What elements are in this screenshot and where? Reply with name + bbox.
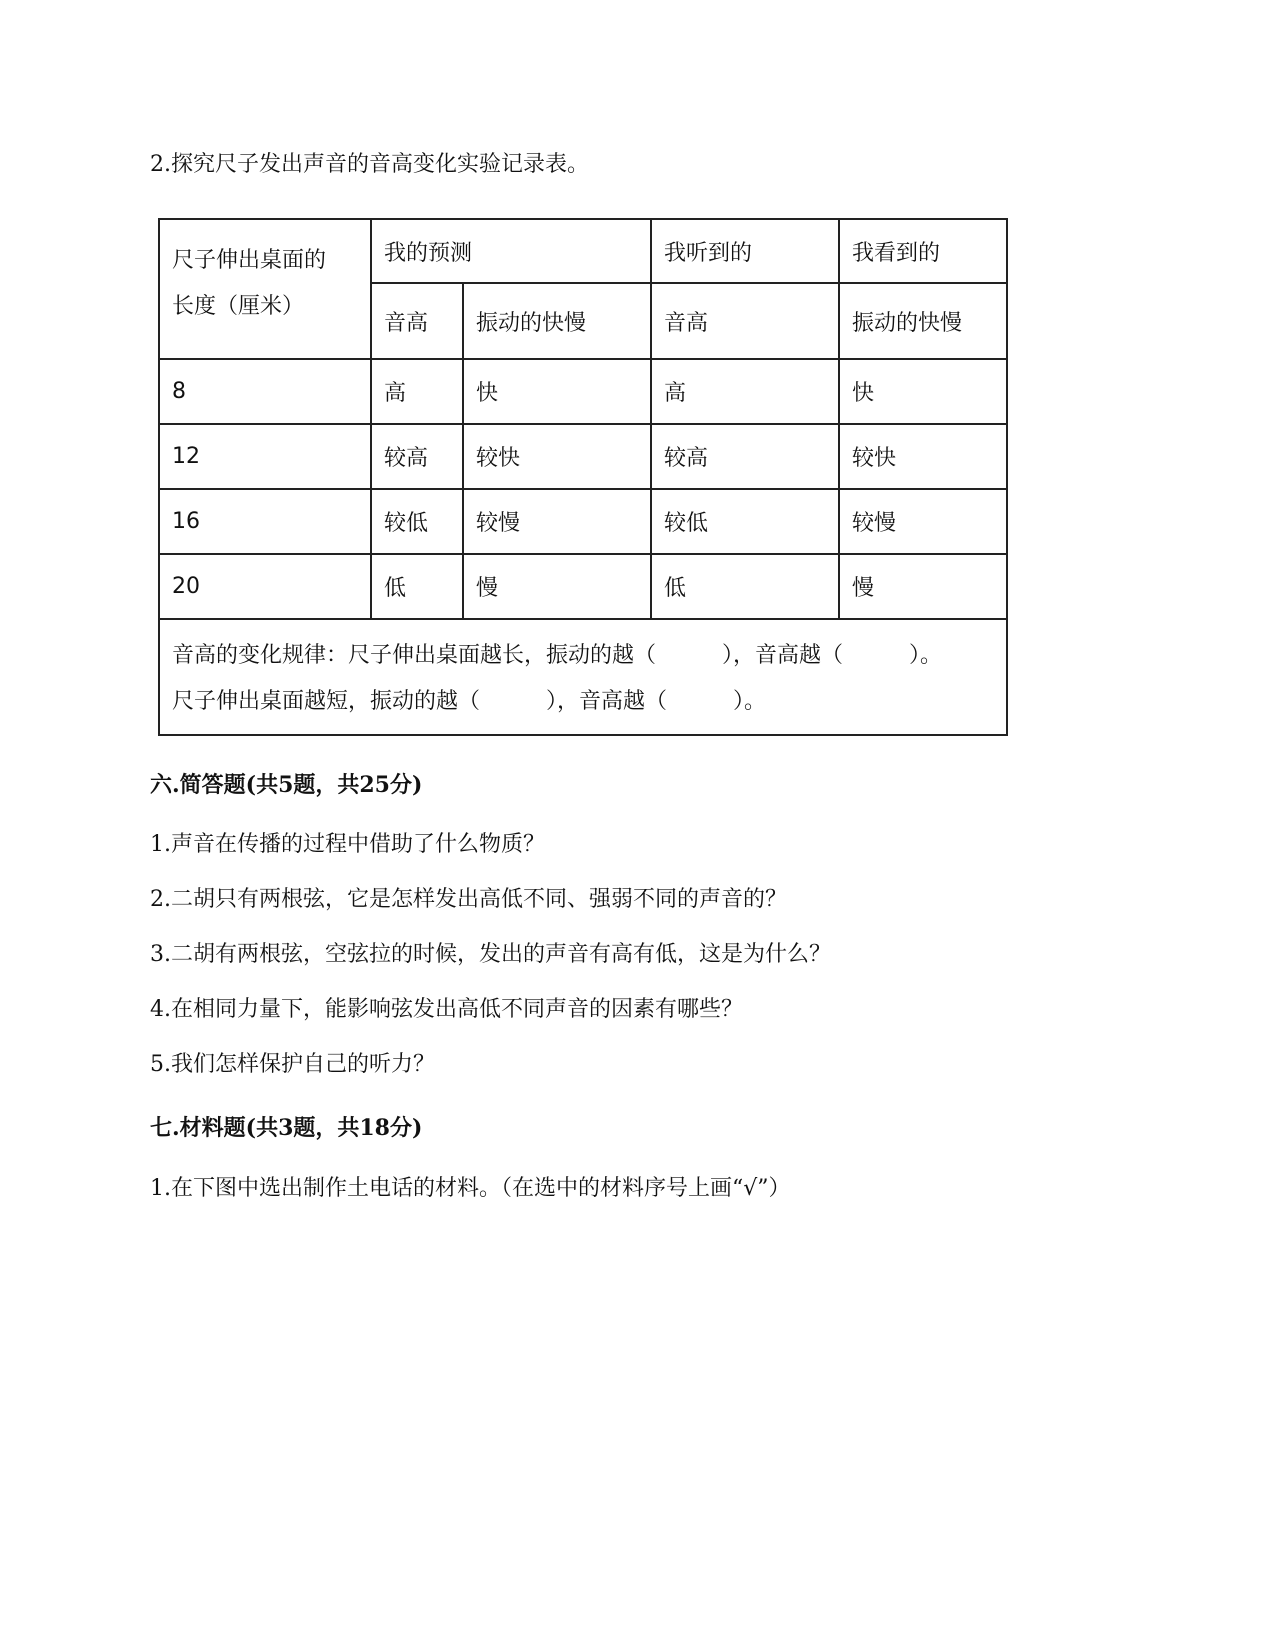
- table-cell: 较快: [463, 424, 651, 489]
- table-cell: 高: [651, 359, 839, 424]
- section-6-question: 2.二胡只有两根弦，它是怎样发出高低不同、强弱不同的声音的？: [150, 887, 787, 912]
- question-2-title: 2.探究尺子发出声音的音高变化实验记录表。: [150, 152, 589, 177]
- header-what-i-saw: 我看到的: [839, 219, 1007, 283]
- table-cell: 较慢: [839, 489, 1007, 554]
- table-header-row: [159, 219, 1007, 283]
- section-6-question: 3.二胡有两根弦，空弦拉的时候，发出的声音有高有低，这是为什么？: [150, 942, 831, 967]
- table-cell: 较低: [371, 489, 463, 554]
- table-cell: 20: [159, 554, 371, 619]
- ruler-length-header: [159, 219, 371, 359]
- section-6-question: 4.在相同力量下，能影响弦发出高低不同声音的因素有哪些？: [150, 997, 743, 1022]
- table-row: [159, 489, 1007, 554]
- header-what-i-heard: 我听到的: [651, 219, 839, 283]
- section-6-heading: 六.简答题(共5题，共25分): [150, 772, 423, 798]
- table-cell: 低: [371, 554, 463, 619]
- pitch-rule-line2: 尺子伸出桌面越短，振动的越（ ），音高越（ ）。: [172, 689, 767, 714]
- section-7-question: 1.在下图中选出制作土电话的材料。（在选中的材料序号上画“√”）: [150, 1176, 791, 1201]
- pitch-rule-row: [159, 619, 1007, 735]
- header-my-prediction: 我的预测: [371, 219, 651, 283]
- table-row: [159, 359, 1007, 424]
- table-cell: 快: [463, 359, 651, 424]
- table-cell: 较慢: [463, 489, 651, 554]
- table-cell: 慢: [839, 554, 1007, 619]
- table-cell: 较高: [651, 424, 839, 489]
- table-cell: 较高: [371, 424, 463, 489]
- subheader-vibration-speed: 振动的快慢: [463, 283, 651, 359]
- section-6-question: 5.我们怎样保护自己的听力？: [150, 1052, 435, 1077]
- ruler-length-header-line2: 长度（厘米）: [172, 294, 305, 319]
- subheader-pitch: 音高: [651, 283, 839, 359]
- table-cell: 8: [159, 359, 371, 424]
- ruler-length-header-line1: 尺子伸出桌面的: [172, 248, 327, 273]
- table-cell: 16: [159, 489, 371, 554]
- table-cell: 高: [371, 359, 463, 424]
- table-cell: 低: [651, 554, 839, 619]
- section-7-heading: 七.材料题(共3题，共18分): [150, 1115, 423, 1141]
- table-row: [159, 424, 1007, 489]
- table-cell: 较低: [651, 489, 839, 554]
- table-cell: 慢: [463, 554, 651, 619]
- subheader-pitch: 音高: [371, 283, 463, 359]
- table-cell: 快: [839, 359, 1007, 424]
- section-6-question: 1.声音在传播的过程中借助了什么物质？: [150, 832, 545, 857]
- subheader-vibration-speed: 振动的快慢: [839, 283, 1007, 359]
- experiment-record-table: [158, 218, 1008, 736]
- table-row: [159, 554, 1007, 619]
- table-cell: 较快: [839, 424, 1007, 489]
- pitch-rule-line1: 音高的变化规律：尺子伸出桌面越长，振动的越（ ），音高越（ ）。: [172, 643, 943, 668]
- pitch-rule-cell: [159, 619, 1007, 735]
- table-cell: 12: [159, 424, 371, 489]
